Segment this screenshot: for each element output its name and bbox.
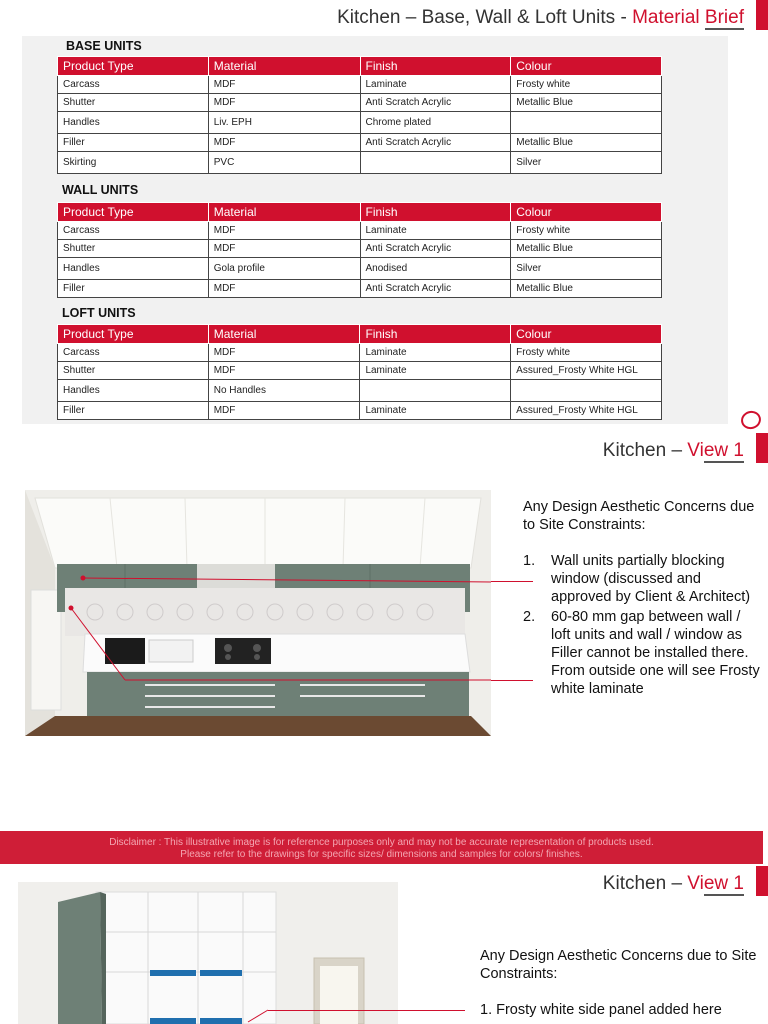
cell: Metallic Blue bbox=[511, 280, 662, 298]
cell: MDF bbox=[208, 240, 360, 258]
brand-ring-icon bbox=[739, 409, 763, 432]
cell: MDF bbox=[208, 94, 360, 112]
table-row bbox=[58, 280, 662, 298]
view1b-concerns bbox=[480, 947, 760, 1019]
cell: MDF bbox=[208, 76, 360, 94]
disclaimer-line-2: Please refer to the drawings for specific sizes/ dimensions and samples for colors/ finishes. bbox=[180, 849, 583, 860]
disclaimer-bar bbox=[0, 831, 763, 864]
cell: Laminate bbox=[360, 76, 511, 94]
view1b-red-tab bbox=[756, 866, 768, 896]
wall-units-heading: WALL UNITS bbox=[62, 183, 139, 197]
cell: Silver bbox=[511, 152, 662, 174]
cell: Laminate bbox=[360, 402, 511, 420]
cell: MDF bbox=[208, 362, 360, 380]
table-row bbox=[58, 402, 662, 420]
col-colour: Colour bbox=[511, 325, 662, 344]
loft-units-heading: LOFT UNITS bbox=[62, 306, 136, 320]
concerns-heading: Any Design Aesthetic Concerns due to Site Constraints: bbox=[480, 948, 757, 982]
col-material: Material bbox=[208, 325, 360, 344]
table-row bbox=[58, 76, 662, 94]
wall-units-table bbox=[57, 202, 662, 298]
view1b-title: Kitchen – View 1 bbox=[602, 873, 744, 894]
col-material: Material bbox=[208, 57, 360, 76]
cell: Silver bbox=[511, 258, 662, 280]
concerns-heading: Any Design Aesthetic Concerns due to Site Constraints: bbox=[523, 499, 755, 533]
cell: Filler bbox=[58, 280, 209, 298]
table-header-row bbox=[58, 325, 662, 344]
list-item: 2. 60-80 mm gap between wall / loft units and wall / window as Filler cannot be installed there. From outside one will see Frosty white laminate bbox=[523, 609, 760, 697]
cell: Laminate bbox=[360, 362, 511, 380]
table-row bbox=[58, 344, 662, 362]
disclaimer-line-1: Disclaimer : This illustrative image is for reference purposes only and may not be accurate representation of products used. bbox=[109, 837, 654, 848]
list-item: 1. Wall units partially blocking window (discussed and approved by Client & Architect) bbox=[523, 553, 751, 605]
cell: Gola profile bbox=[208, 258, 360, 280]
cell: MDF bbox=[208, 344, 360, 362]
cell: Frosty white bbox=[511, 344, 662, 362]
cell bbox=[511, 112, 662, 134]
cell: Shutter bbox=[58, 94, 209, 112]
material-brief-title: Kitchen – Base, Wall & Loft Units - Material Brief bbox=[337, 7, 744, 28]
cell bbox=[360, 380, 511, 402]
cell: MDF bbox=[208, 222, 360, 240]
table-row bbox=[58, 134, 662, 152]
cell: Metallic Blue bbox=[511, 134, 662, 152]
cell: Chrome plated bbox=[360, 112, 511, 134]
cell: Shutter bbox=[58, 362, 209, 380]
cell: Liv. EPH bbox=[208, 112, 360, 134]
cell: No Handles bbox=[208, 380, 360, 402]
cell: MDF bbox=[208, 280, 360, 298]
cell: PVC bbox=[208, 152, 360, 174]
loft-units-table bbox=[57, 324, 662, 420]
cell: Anti Scratch Acrylic bbox=[360, 280, 511, 298]
list-item: 1. Frosty white side panel added here bbox=[480, 1002, 722, 1018]
cell: Handles bbox=[58, 112, 209, 134]
cell: Shutter bbox=[58, 240, 209, 258]
col-colour: Colour bbox=[511, 57, 662, 76]
kitchen-render-image bbox=[25, 490, 491, 736]
cell: Laminate bbox=[360, 344, 511, 362]
view1-red-tab bbox=[756, 433, 768, 463]
col-finish: Finish bbox=[360, 325, 511, 344]
cell: Filler bbox=[58, 402, 209, 420]
cell: Carcass bbox=[58, 222, 209, 240]
kitchen-render-image-2 bbox=[18, 882, 398, 1024]
table-row bbox=[58, 94, 662, 112]
table-row bbox=[58, 112, 662, 134]
col-finish: Finish bbox=[360, 57, 511, 76]
col-product-type: Product Type bbox=[58, 203, 209, 222]
kitchen-render-svg bbox=[25, 490, 491, 736]
cell bbox=[360, 152, 511, 174]
cell: Frosty white bbox=[511, 222, 662, 240]
cell: Frosty white bbox=[511, 76, 662, 94]
cell: Anodised bbox=[360, 258, 511, 280]
col-finish: Finish bbox=[360, 203, 511, 222]
table-row bbox=[58, 152, 662, 174]
cell: Assured_Frosty White HGL bbox=[511, 362, 662, 380]
col-product-type: Product Type bbox=[58, 57, 209, 76]
cell: Anti Scratch Acrylic bbox=[360, 134, 511, 152]
table-row bbox=[58, 240, 662, 258]
view1-concerns bbox=[523, 498, 763, 698]
col-product-type: Product Type bbox=[58, 325, 209, 344]
table-header-row bbox=[58, 57, 662, 76]
cell: Anti Scratch Acrylic bbox=[360, 240, 511, 258]
cell: Metallic Blue bbox=[511, 240, 662, 258]
cell: Filler bbox=[58, 134, 209, 152]
cell: Anti Scratch Acrylic bbox=[360, 94, 511, 112]
table-row bbox=[58, 222, 662, 240]
base-units-heading: BASE UNITS bbox=[66, 39, 142, 53]
cell: Carcass bbox=[58, 344, 209, 362]
col-material: Material bbox=[208, 203, 360, 222]
cell: Metallic Blue bbox=[511, 94, 662, 112]
cell: Laminate bbox=[360, 222, 511, 240]
cell: Skirting bbox=[58, 152, 209, 174]
kitchen-render-svg-2 bbox=[18, 882, 398, 1024]
cell: MDF bbox=[208, 134, 360, 152]
cell: Handles bbox=[58, 380, 209, 402]
cell bbox=[511, 380, 662, 402]
cell: Handles bbox=[58, 258, 209, 280]
title-red-tab bbox=[756, 0, 768, 30]
base-units-table bbox=[57, 56, 662, 174]
view1-title: Kitchen – View 1 bbox=[602, 440, 744, 461]
table-row bbox=[58, 362, 662, 380]
table-header-row bbox=[58, 203, 662, 222]
cell: Assured_Frosty White HGL bbox=[511, 402, 662, 420]
table-row bbox=[58, 380, 662, 402]
col-colour: Colour bbox=[511, 203, 662, 222]
cell: Carcass bbox=[58, 76, 209, 94]
table-row bbox=[58, 258, 662, 280]
cell: MDF bbox=[208, 402, 360, 420]
callout-line-3-ext bbox=[268, 1010, 465, 1011]
